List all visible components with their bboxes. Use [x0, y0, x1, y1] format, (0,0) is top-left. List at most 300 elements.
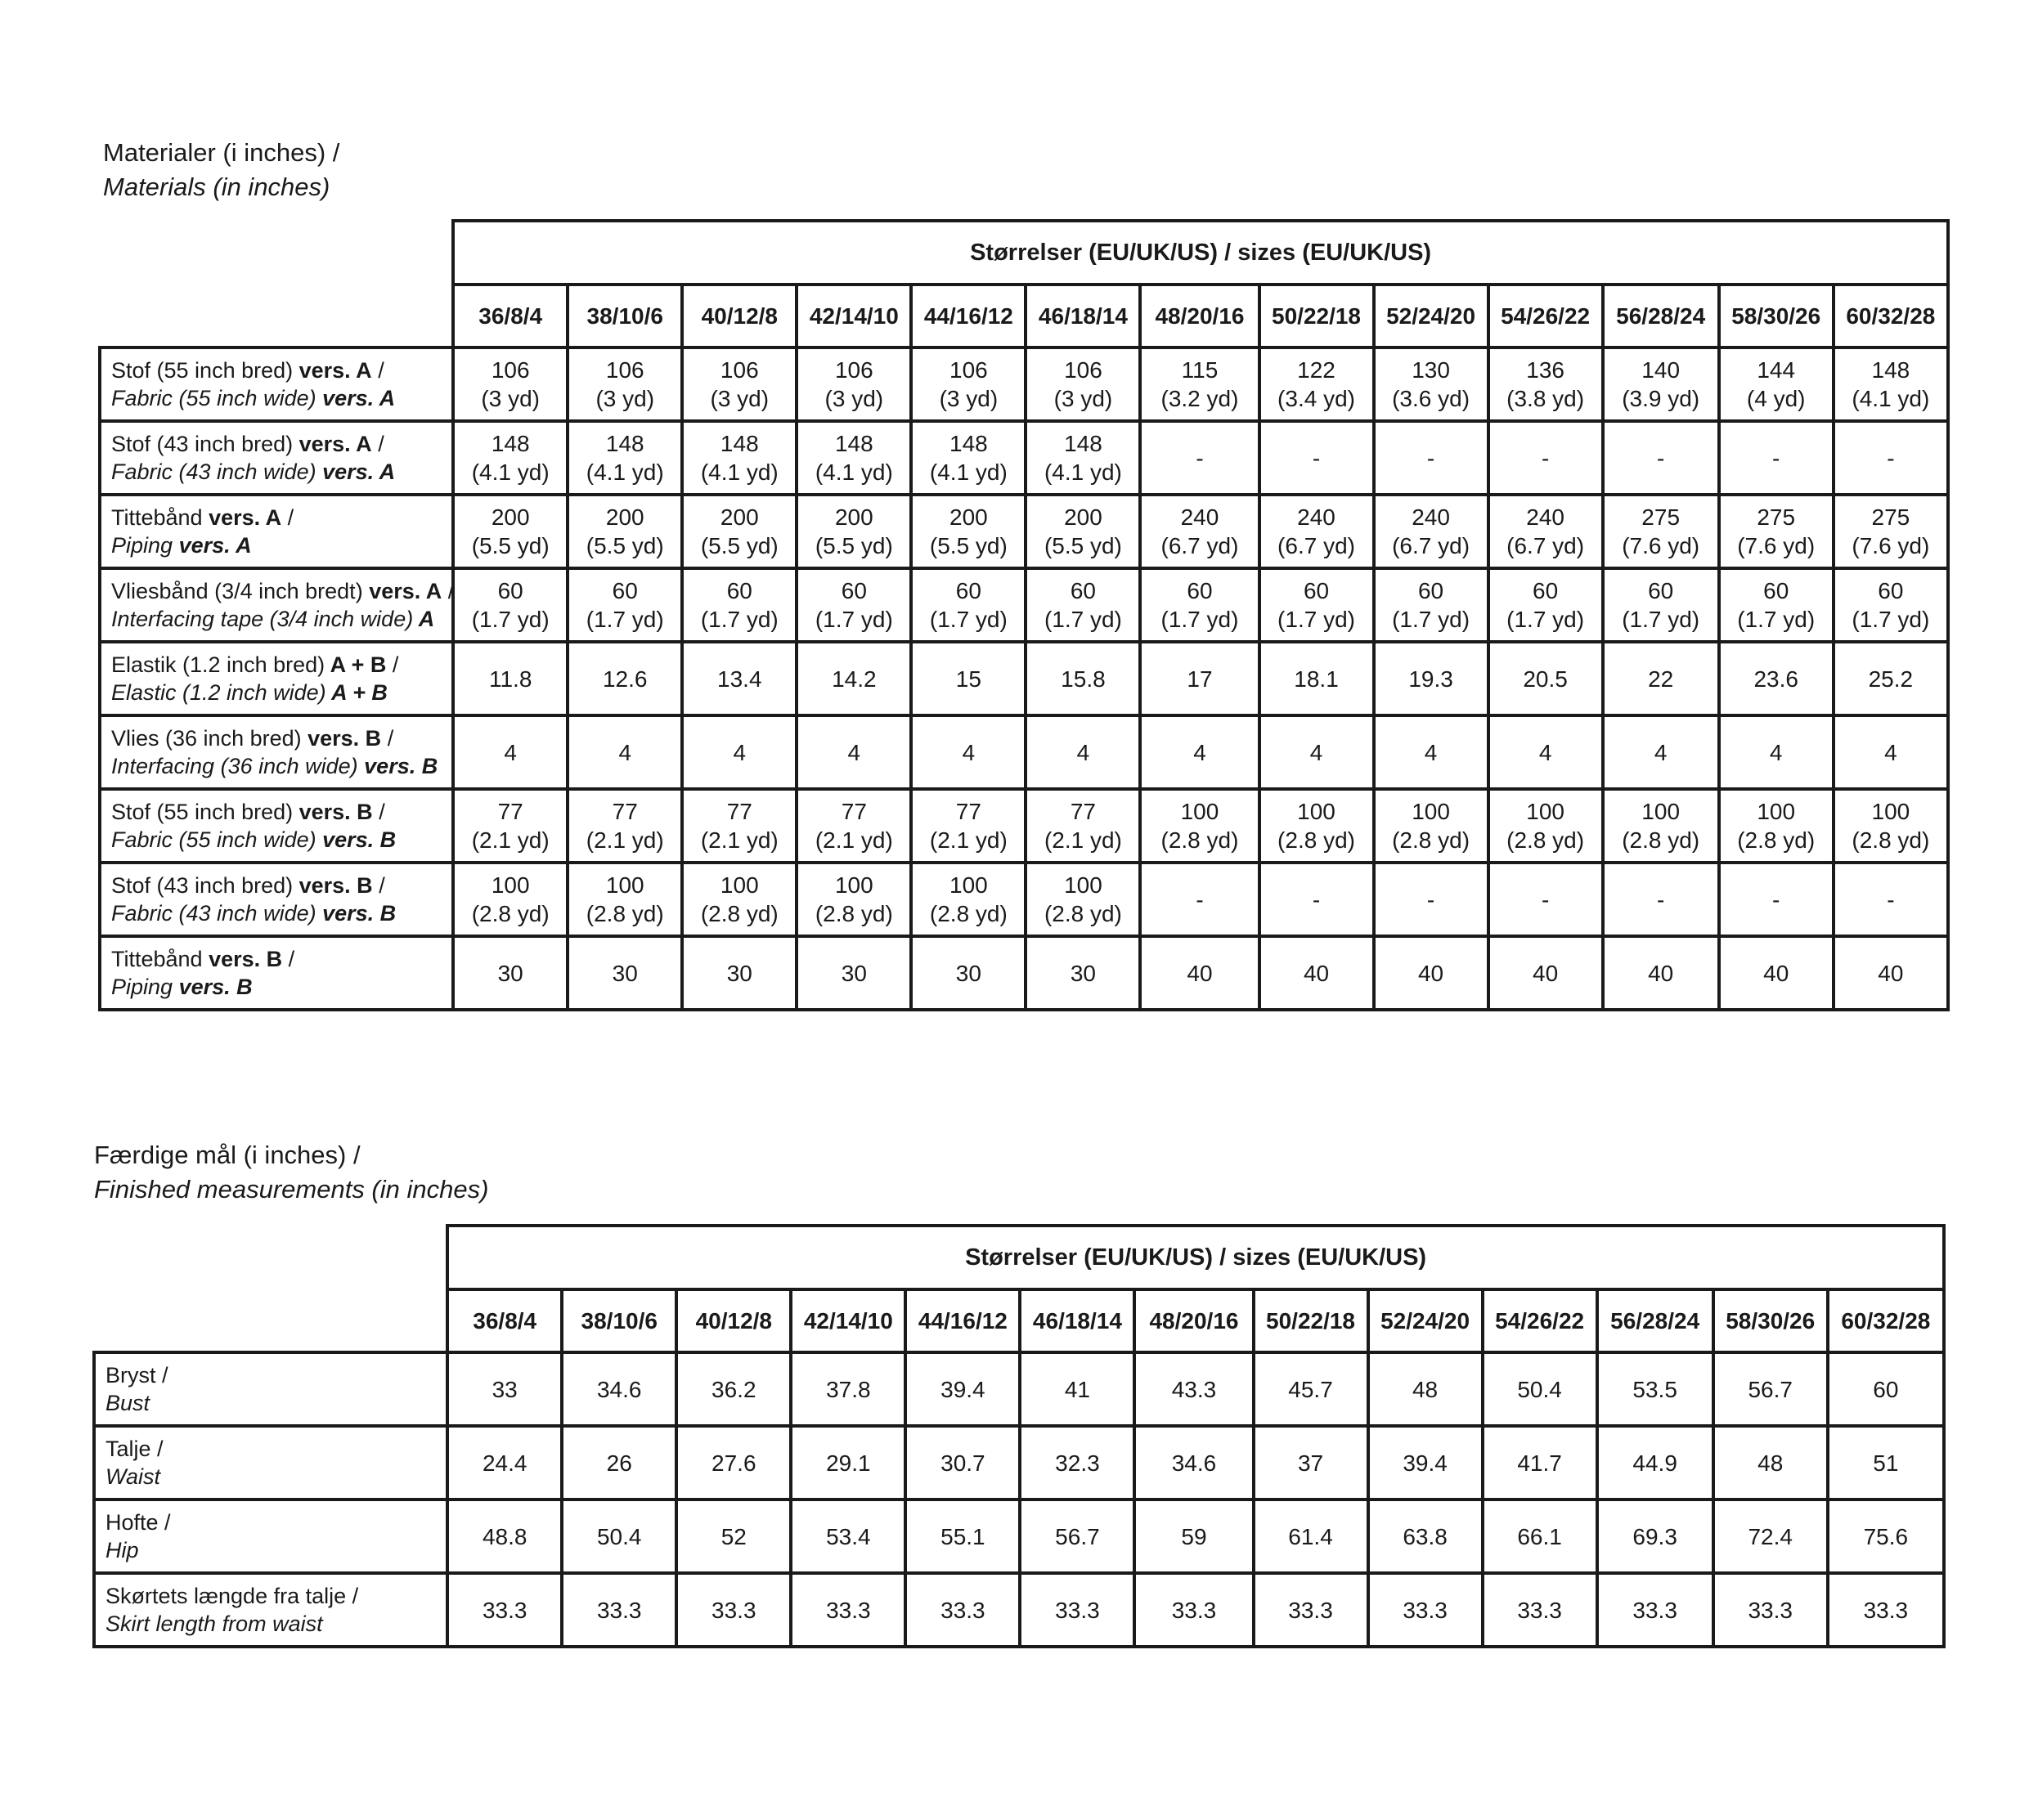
value-cell — [905, 1499, 1020, 1573]
value-main: 60 — [1648, 578, 1674, 603]
value-cell — [562, 1499, 676, 1573]
row-label-en-text: Waist — [105, 1464, 161, 1489]
value-yards: (2.8 yd) — [586, 901, 664, 926]
value-main: 34.6 — [1171, 1450, 1217, 1476]
size-header-cell: 60/32/28 — [1834, 285, 1948, 347]
value-cell — [1603, 568, 1719, 642]
value-yards: (1.7 yd) — [586, 607, 664, 632]
value-cell — [797, 495, 911, 568]
value-main: 48 — [1757, 1450, 1784, 1476]
row-label-da — [111, 872, 451, 899]
value-main: 106 — [720, 357, 759, 383]
value-main: 30 — [841, 960, 867, 986]
value-main: 66.1 — [1517, 1523, 1562, 1549]
value-main: 13.4 — [717, 666, 762, 692]
value-cell — [1020, 1352, 1134, 1426]
value-main: 27.6 — [711, 1450, 756, 1476]
value-cell — [676, 1426, 791, 1499]
value-cell — [1374, 568, 1488, 642]
value-cell — [1488, 789, 1603, 863]
value-cell — [1828, 1352, 1944, 1426]
value-cell — [1834, 568, 1948, 642]
value-cell — [1259, 421, 1374, 495]
value-cell — [1259, 789, 1374, 863]
value-main: 106 — [949, 357, 988, 383]
row-label-da-version: vers. B — [293, 873, 373, 898]
value-cell — [1834, 715, 1948, 789]
value-yards: (4.1 yd) — [1852, 386, 1930, 411]
value-main: 20.5 — [1523, 666, 1568, 692]
value-cell — [1368, 1499, 1483, 1573]
value-cell — [911, 495, 1026, 568]
value-main: 25.2 — [1868, 666, 1914, 692]
value-main: 40 — [1303, 960, 1330, 986]
value-cell — [911, 936, 1026, 1010]
value-main: - — [1541, 445, 1550, 471]
value-cell — [797, 863, 911, 936]
value-yards: (2.1 yd) — [929, 827, 1008, 853]
row-label-da-suffix: / — [282, 947, 295, 971]
row-label-en-text: Elastic (1.2 inch wide) — [111, 680, 326, 705]
value-yards: (4.1 yd) — [815, 459, 893, 485]
value-main: 15 — [955, 666, 981, 692]
value-main: 200 — [491, 504, 530, 530]
value-cell — [682, 863, 797, 936]
value-main: 200 — [1064, 504, 1102, 530]
value-yards: (1.7 yd) — [1160, 607, 1239, 632]
value-main: 15.8 — [1061, 666, 1106, 692]
value-main: 148 — [605, 431, 644, 456]
row-label-da — [105, 1508, 446, 1536]
value-cell — [453, 347, 568, 421]
value-cell — [1368, 1573, 1483, 1647]
value-main: 60 — [1873, 1376, 1899, 1402]
value-cell — [1140, 863, 1259, 936]
value-main: 100 — [949, 872, 988, 898]
value-cell — [1483, 1352, 1597, 1426]
value-main: 275 — [1757, 504, 1796, 530]
value-yards: (6.7 yd) — [1506, 533, 1585, 558]
value-main: 4 — [1309, 739, 1323, 765]
value-cell — [905, 1426, 1020, 1499]
value-cell — [1259, 495, 1374, 568]
table-row — [94, 1352, 1944, 1426]
row-label-en-version: vers. A — [316, 459, 396, 484]
value-cell — [1834, 421, 1948, 495]
row-label-en-text: Interfacing (36 inch wide) — [111, 754, 358, 778]
value-yards: (7.6 yd) — [1852, 533, 1930, 558]
value-cell — [1488, 347, 1603, 421]
value-cell — [568, 863, 682, 936]
value-cell — [1597, 1426, 1713, 1499]
value-cell — [568, 936, 682, 1010]
value-main: 40 — [1417, 960, 1444, 986]
value-yards: (5.5 yd) — [586, 533, 664, 558]
value-yards: (1.7 yd) — [1852, 607, 1930, 632]
value-main: 33 — [492, 1376, 518, 1402]
value-cell — [1026, 495, 1140, 568]
size-header-cell: 54/26/22 — [1488, 285, 1603, 347]
row-label-da-version: vers. B — [202, 947, 283, 971]
value-cell — [1603, 789, 1719, 863]
value-yards: (4 yd) — [1746, 386, 1806, 411]
value-main: - — [1657, 445, 1665, 471]
value-main: 106 — [1064, 357, 1102, 383]
value-yards: (7.6 yd) — [1737, 533, 1816, 558]
value-main: - — [1196, 445, 1204, 471]
row-label-da — [111, 724, 451, 752]
row-label-en — [111, 679, 451, 706]
size-header-cell: 54/26/22 — [1483, 1289, 1597, 1352]
value-main: - — [1196, 886, 1204, 912]
value-cell — [682, 715, 797, 789]
row-label-da — [111, 798, 451, 826]
value-main: 29.1 — [826, 1450, 871, 1476]
materials-title — [103, 136, 339, 204]
value-cell — [453, 936, 568, 1010]
size-header-cell: 58/30/26 — [1713, 1289, 1828, 1352]
value-cell — [1026, 789, 1140, 863]
value-main: 30 — [1070, 960, 1096, 986]
measurements-title — [94, 1138, 488, 1207]
value-yards: (3 yd) — [824, 386, 884, 411]
value-main: 60 — [955, 578, 981, 603]
value-cell — [1719, 642, 1834, 715]
row-label-en — [111, 973, 451, 1001]
value-main: 240 — [1412, 504, 1450, 530]
value-main: 4 — [1193, 739, 1206, 765]
value-cell — [797, 568, 911, 642]
table-row — [100, 936, 1948, 1010]
value-main: - — [1772, 445, 1780, 471]
value-main: 33.3 — [596, 1597, 642, 1623]
value-main: 40 — [1533, 960, 1559, 986]
value-yards: (1.7 yd) — [1622, 607, 1700, 632]
value-cell — [797, 936, 911, 1010]
row-label-en-version: vers. A — [316, 386, 396, 410]
value-main: 4 — [962, 739, 976, 765]
row-label-en-version: vers. B — [316, 901, 397, 926]
value-cell — [1719, 347, 1834, 421]
size-header-cell: 40/12/8 — [682, 285, 797, 347]
value-main: 33.3 — [1171, 1597, 1217, 1623]
size-header-cell: 52/24/20 — [1374, 285, 1488, 347]
row-label — [100, 495, 453, 568]
value-main: 30 — [612, 960, 638, 986]
value-main: 33.3 — [826, 1597, 871, 1623]
row-label-da — [111, 356, 451, 384]
value-cell — [1259, 568, 1374, 642]
table-row — [100, 347, 1948, 421]
sizes-header: Størrelser (EU/UK/US) / sizes (EU/UK/US) — [453, 221, 1948, 285]
value-yards: (2.8 yd) — [1277, 827, 1355, 853]
value-cell — [1140, 421, 1259, 495]
value-cell — [1026, 936, 1140, 1010]
value-cell — [568, 568, 682, 642]
row-label-en — [111, 531, 451, 559]
value-main: 33.3 — [711, 1597, 756, 1623]
value-cell — [911, 421, 1026, 495]
value-main: 200 — [720, 504, 759, 530]
row-label-da-suffix: / — [371, 358, 384, 383]
row-label-en-version: vers. B — [316, 827, 397, 852]
value-main: 100 — [1180, 799, 1219, 824]
value-main: 60 — [1303, 578, 1330, 603]
row-label-da-text: Bryst / — [105, 1363, 168, 1387]
value-main: 4 — [847, 739, 861, 765]
value-main: 136 — [1526, 357, 1564, 383]
value-yards: (1.7 yd) — [1277, 607, 1355, 632]
size-header-cell: 56/28/24 — [1597, 1289, 1713, 1352]
value-main: 106 — [491, 357, 530, 383]
value-yards: (4.1 yd) — [1044, 459, 1122, 485]
value-cell — [797, 642, 911, 715]
value-cell — [1488, 495, 1603, 568]
value-cell — [1140, 495, 1259, 568]
row-label — [94, 1573, 447, 1647]
value-cell — [1488, 421, 1603, 495]
value-yards: (1.7 yd) — [1044, 607, 1122, 632]
value-yards: (2.8 yd) — [815, 901, 893, 926]
value-cell — [568, 715, 682, 789]
value-cell — [1713, 1499, 1828, 1573]
value-main: 53.5 — [1632, 1376, 1677, 1402]
value-cell — [1140, 936, 1259, 1010]
value-main: 4 — [1076, 739, 1090, 765]
value-main: 19.3 — [1408, 666, 1453, 692]
value-cell — [1713, 1426, 1828, 1499]
value-cell — [1368, 1352, 1483, 1426]
value-main: 75.6 — [1863, 1523, 1909, 1549]
size-header-cell: 56/28/24 — [1603, 285, 1719, 347]
value-main: 50.4 — [1517, 1376, 1562, 1402]
size-row — [94, 1289, 1944, 1352]
value-main: 14.2 — [832, 666, 877, 692]
value-cell — [911, 347, 1026, 421]
value-cell — [1374, 642, 1488, 715]
value-yards: (5.5 yd) — [815, 533, 893, 558]
value-main: 24.4 — [482, 1450, 527, 1476]
value-cell — [1719, 421, 1834, 495]
value-main: 240 — [1526, 504, 1564, 530]
table-row — [100, 863, 1948, 936]
blank-cell — [94, 1289, 447, 1352]
value-cell — [1134, 1499, 1253, 1573]
value-cell — [1483, 1499, 1597, 1573]
value-yards: (2.8 yd) — [1160, 827, 1239, 853]
value-cell — [1140, 347, 1259, 421]
row-label-da-version: vers. A — [362, 579, 442, 603]
value-main: 4 — [504, 739, 517, 765]
measurements-title-da: Færdige mål (i inches) / — [94, 1141, 361, 1169]
row-label-en — [105, 1463, 446, 1491]
value-cell — [1026, 863, 1140, 936]
row-label-en-text: Bust — [105, 1391, 150, 1415]
size-header-cell: 42/14/10 — [791, 1289, 905, 1352]
value-main: 53.4 — [826, 1523, 871, 1549]
value-cell — [797, 789, 911, 863]
value-cell — [1259, 863, 1374, 936]
value-cell — [1020, 1499, 1134, 1573]
value-cell — [1834, 789, 1948, 863]
table-row — [100, 568, 1948, 642]
value-yards: (1.7 yd) — [471, 607, 550, 632]
value-cell — [568, 347, 682, 421]
value-main: 200 — [949, 504, 988, 530]
value-yards: (3 yd) — [1053, 386, 1113, 411]
value-main: 100 — [834, 872, 873, 898]
row-label-en-version: A + B — [325, 680, 388, 705]
row-label-da-text: Vliesbånd (3/4 inch bredt) — [111, 579, 363, 603]
value-cell — [453, 495, 568, 568]
row-label-en-text: Fabric (43 inch wide) — [111, 459, 316, 484]
value-main: 100 — [1757, 799, 1796, 824]
value-yards: (2.8 yd) — [1622, 827, 1700, 853]
value-cell — [1374, 495, 1488, 568]
value-cell — [1140, 642, 1259, 715]
row-label — [100, 568, 453, 642]
value-cell — [447, 1573, 562, 1647]
value-cell — [1259, 347, 1374, 421]
value-yards: (1.7 yd) — [929, 607, 1008, 632]
row-label-da-text: Stof (55 inch bred) — [111, 800, 294, 824]
value-cell — [791, 1352, 905, 1426]
value-main: 48.8 — [482, 1523, 527, 1549]
row-label-en-version: vers. A — [173, 533, 252, 558]
value-cell — [1026, 568, 1140, 642]
row-label — [94, 1426, 447, 1499]
value-main: 77 — [955, 799, 981, 824]
value-yards: (5.5 yd) — [700, 533, 779, 558]
value-main: - — [1772, 886, 1780, 912]
value-main: 60 — [1878, 578, 1904, 603]
value-main: 56.7 — [1055, 1523, 1100, 1549]
value-main: 4 — [1538, 739, 1552, 765]
size-header-cell: 40/12/8 — [676, 1289, 791, 1352]
value-main: 33.3 — [1632, 1597, 1677, 1623]
size-header-cell: 36/8/4 — [453, 285, 568, 347]
size-header-cell: 52/24/20 — [1368, 1289, 1483, 1352]
value-cell — [447, 1426, 562, 1499]
value-main: 33.3 — [482, 1597, 527, 1623]
value-main: 4 — [1654, 739, 1668, 765]
value-yards: (4.1 yd) — [929, 459, 1008, 485]
size-header-cell: 38/10/6 — [568, 285, 682, 347]
value-cell — [1834, 642, 1948, 715]
blank-cell — [100, 285, 453, 347]
measurements-table — [92, 1224, 1946, 1648]
value-main: 60 — [1533, 578, 1559, 603]
value-yards: (2.1 yd) — [1044, 827, 1122, 853]
row-label-da-text: Talje / — [105, 1437, 164, 1461]
value-cell — [1828, 1499, 1944, 1573]
row-label — [100, 347, 453, 421]
value-main: 77 — [726, 799, 752, 824]
table-row — [94, 1499, 1944, 1573]
value-main: 33.3 — [1403, 1597, 1448, 1623]
row-label — [100, 421, 453, 495]
value-cell — [1254, 1426, 1368, 1499]
value-main: - — [1312, 445, 1321, 471]
value-cell — [568, 642, 682, 715]
value-main: 100 — [605, 872, 644, 898]
value-main: 115 — [1181, 357, 1219, 383]
value-cell — [682, 568, 797, 642]
value-main: 43.3 — [1171, 1376, 1217, 1402]
value-main: 36.2 — [711, 1376, 756, 1402]
value-main: 240 — [1180, 504, 1219, 530]
value-cell — [1713, 1573, 1828, 1647]
value-yards: (2.8 yd) — [1852, 827, 1930, 853]
value-cell — [676, 1352, 791, 1426]
value-yards: (2.1 yd) — [815, 827, 893, 853]
value-yards: (3.6 yd) — [1392, 386, 1470, 411]
value-main: 106 — [834, 357, 873, 383]
value-main: 59 — [1181, 1523, 1207, 1549]
value-cell — [1020, 1426, 1134, 1499]
value-cell — [1719, 936, 1834, 1010]
value-main: 40 — [1878, 960, 1904, 986]
value-cell — [562, 1352, 676, 1426]
value-yards: (2.8 yd) — [1392, 827, 1470, 853]
value-main: 51 — [1873, 1450, 1899, 1476]
row-label-da-suffix: / — [372, 800, 385, 824]
row-label — [94, 1499, 447, 1573]
value-yards: (2.8 yd) — [929, 901, 1008, 926]
value-cell — [568, 789, 682, 863]
value-cell — [1483, 1426, 1597, 1499]
blank-cell — [100, 221, 453, 285]
value-main: 4 — [1769, 739, 1783, 765]
value-main: 60 — [1417, 578, 1444, 603]
row-label-da-suffix: / — [442, 579, 455, 603]
value-main: - — [1426, 445, 1435, 471]
value-cell — [1140, 715, 1259, 789]
value-yards: (2.1 yd) — [586, 827, 664, 853]
value-cell — [1834, 347, 1948, 421]
value-main: 33.3 — [1288, 1597, 1333, 1623]
materials-title-en: Materials (in inches) — [103, 173, 330, 201]
value-cell — [682, 347, 797, 421]
value-yards: (5.5 yd) — [1044, 533, 1122, 558]
value-main: 17 — [1187, 666, 1213, 692]
row-label-da-suffix: / — [372, 873, 385, 898]
value-cell — [676, 1499, 791, 1573]
value-cell — [1603, 421, 1719, 495]
value-main: 77 — [497, 799, 523, 824]
value-main: 44.9 — [1632, 1450, 1677, 1476]
row-label-en-text: Fabric (55 inch wide) — [111, 827, 316, 852]
value-yards: (6.7 yd) — [1277, 533, 1355, 558]
row-label-en-text: Hip — [105, 1538, 139, 1562]
size-header-cell: 48/20/16 — [1134, 1289, 1253, 1352]
value-main: 37.8 — [826, 1376, 871, 1402]
row-label-en-text: Fabric (55 inch wide) — [111, 386, 316, 410]
row-label-da-suffix: / — [381, 726, 394, 751]
value-cell — [1259, 715, 1374, 789]
value-main: 45.7 — [1288, 1376, 1333, 1402]
value-main: 41.7 — [1517, 1450, 1562, 1476]
value-main: - — [1887, 445, 1895, 471]
row-label — [100, 936, 453, 1010]
table-row — [94, 1426, 1944, 1499]
value-cell — [1834, 495, 1948, 568]
value-main: 148 — [1871, 357, 1910, 383]
value-cell — [1374, 789, 1488, 863]
row-label-en-version: A — [413, 607, 435, 631]
value-cell — [453, 421, 568, 495]
value-cell — [1597, 1352, 1713, 1426]
